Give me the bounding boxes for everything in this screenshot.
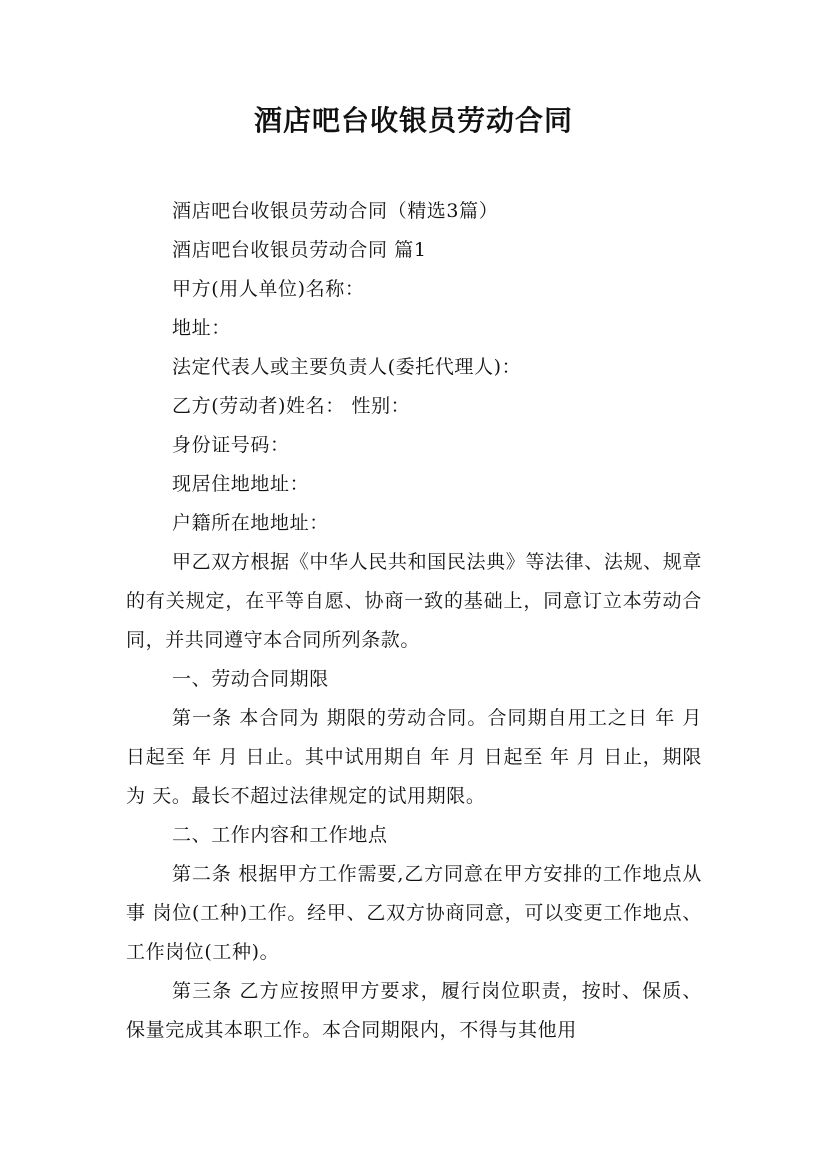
paragraph-current-address: 现居住地地址：	[172, 473, 310, 495]
document-title: 酒店吧台收银员劳动合同	[253, 104, 573, 137]
document-body	[126, 192, 702, 1050]
paragraph-preamble: 甲乙双方根据《中华人民共和国民法典》等法律、法规、规章的有关规定，在平等自愿、协商一致的基础上，同意订立本劳动合同，并共同遵守本合同所列条款。	[126, 551, 702, 651]
paragraph-heading-work: 二、工作内容和工作地点	[172, 824, 388, 846]
paragraph-party-b-name: 乙方(劳动者)姓名： 性别：	[172, 395, 411, 417]
paragraph-id-number: 身份证号码：	[172, 434, 290, 456]
paragraph-article-1: 第一条 本合同为 期限的劳动合同。合同期自用工之日 年 月 日起至 年 月 日止。其中试用期自 年 月 日起至 年 月 日止，期限为 天。最长不超过法律规定的试用期限。	[126, 707, 702, 807]
paragraph-article-3: 第三条 乙方应按照甲方要求，履行岗位职责，按时、保质、保量完成其本职工作。本合同期限内，不得与其他用	[126, 980, 702, 1041]
paragraph-household-address: 户籍所在地地址：	[172, 512, 329, 534]
paragraph-legal-representative: 法定代表人或主要负责人(委托代理人)：	[172, 356, 522, 378]
paragraph-heading-term: 一、劳动合同期限	[172, 668, 329, 690]
paragraph-address: 地址：	[172, 317, 231, 339]
paragraph-section-heading: 酒店吧台收银员劳动合同 篇1	[172, 239, 427, 261]
paragraph-party-a-name: 甲方(用人单位)名称：	[172, 278, 365, 300]
paragraph-article-2: 第二条 根据甲方工作需要,乙方同意在甲方安排的工作地点从事 岗位(工种)工作。经甲、乙双方协商同意，可以变更工作地点、工作岗位(工种)。	[126, 863, 702, 963]
paragraph-subtitle: 酒店吧台收银员劳动合同（精选3篇）	[172, 200, 499, 222]
